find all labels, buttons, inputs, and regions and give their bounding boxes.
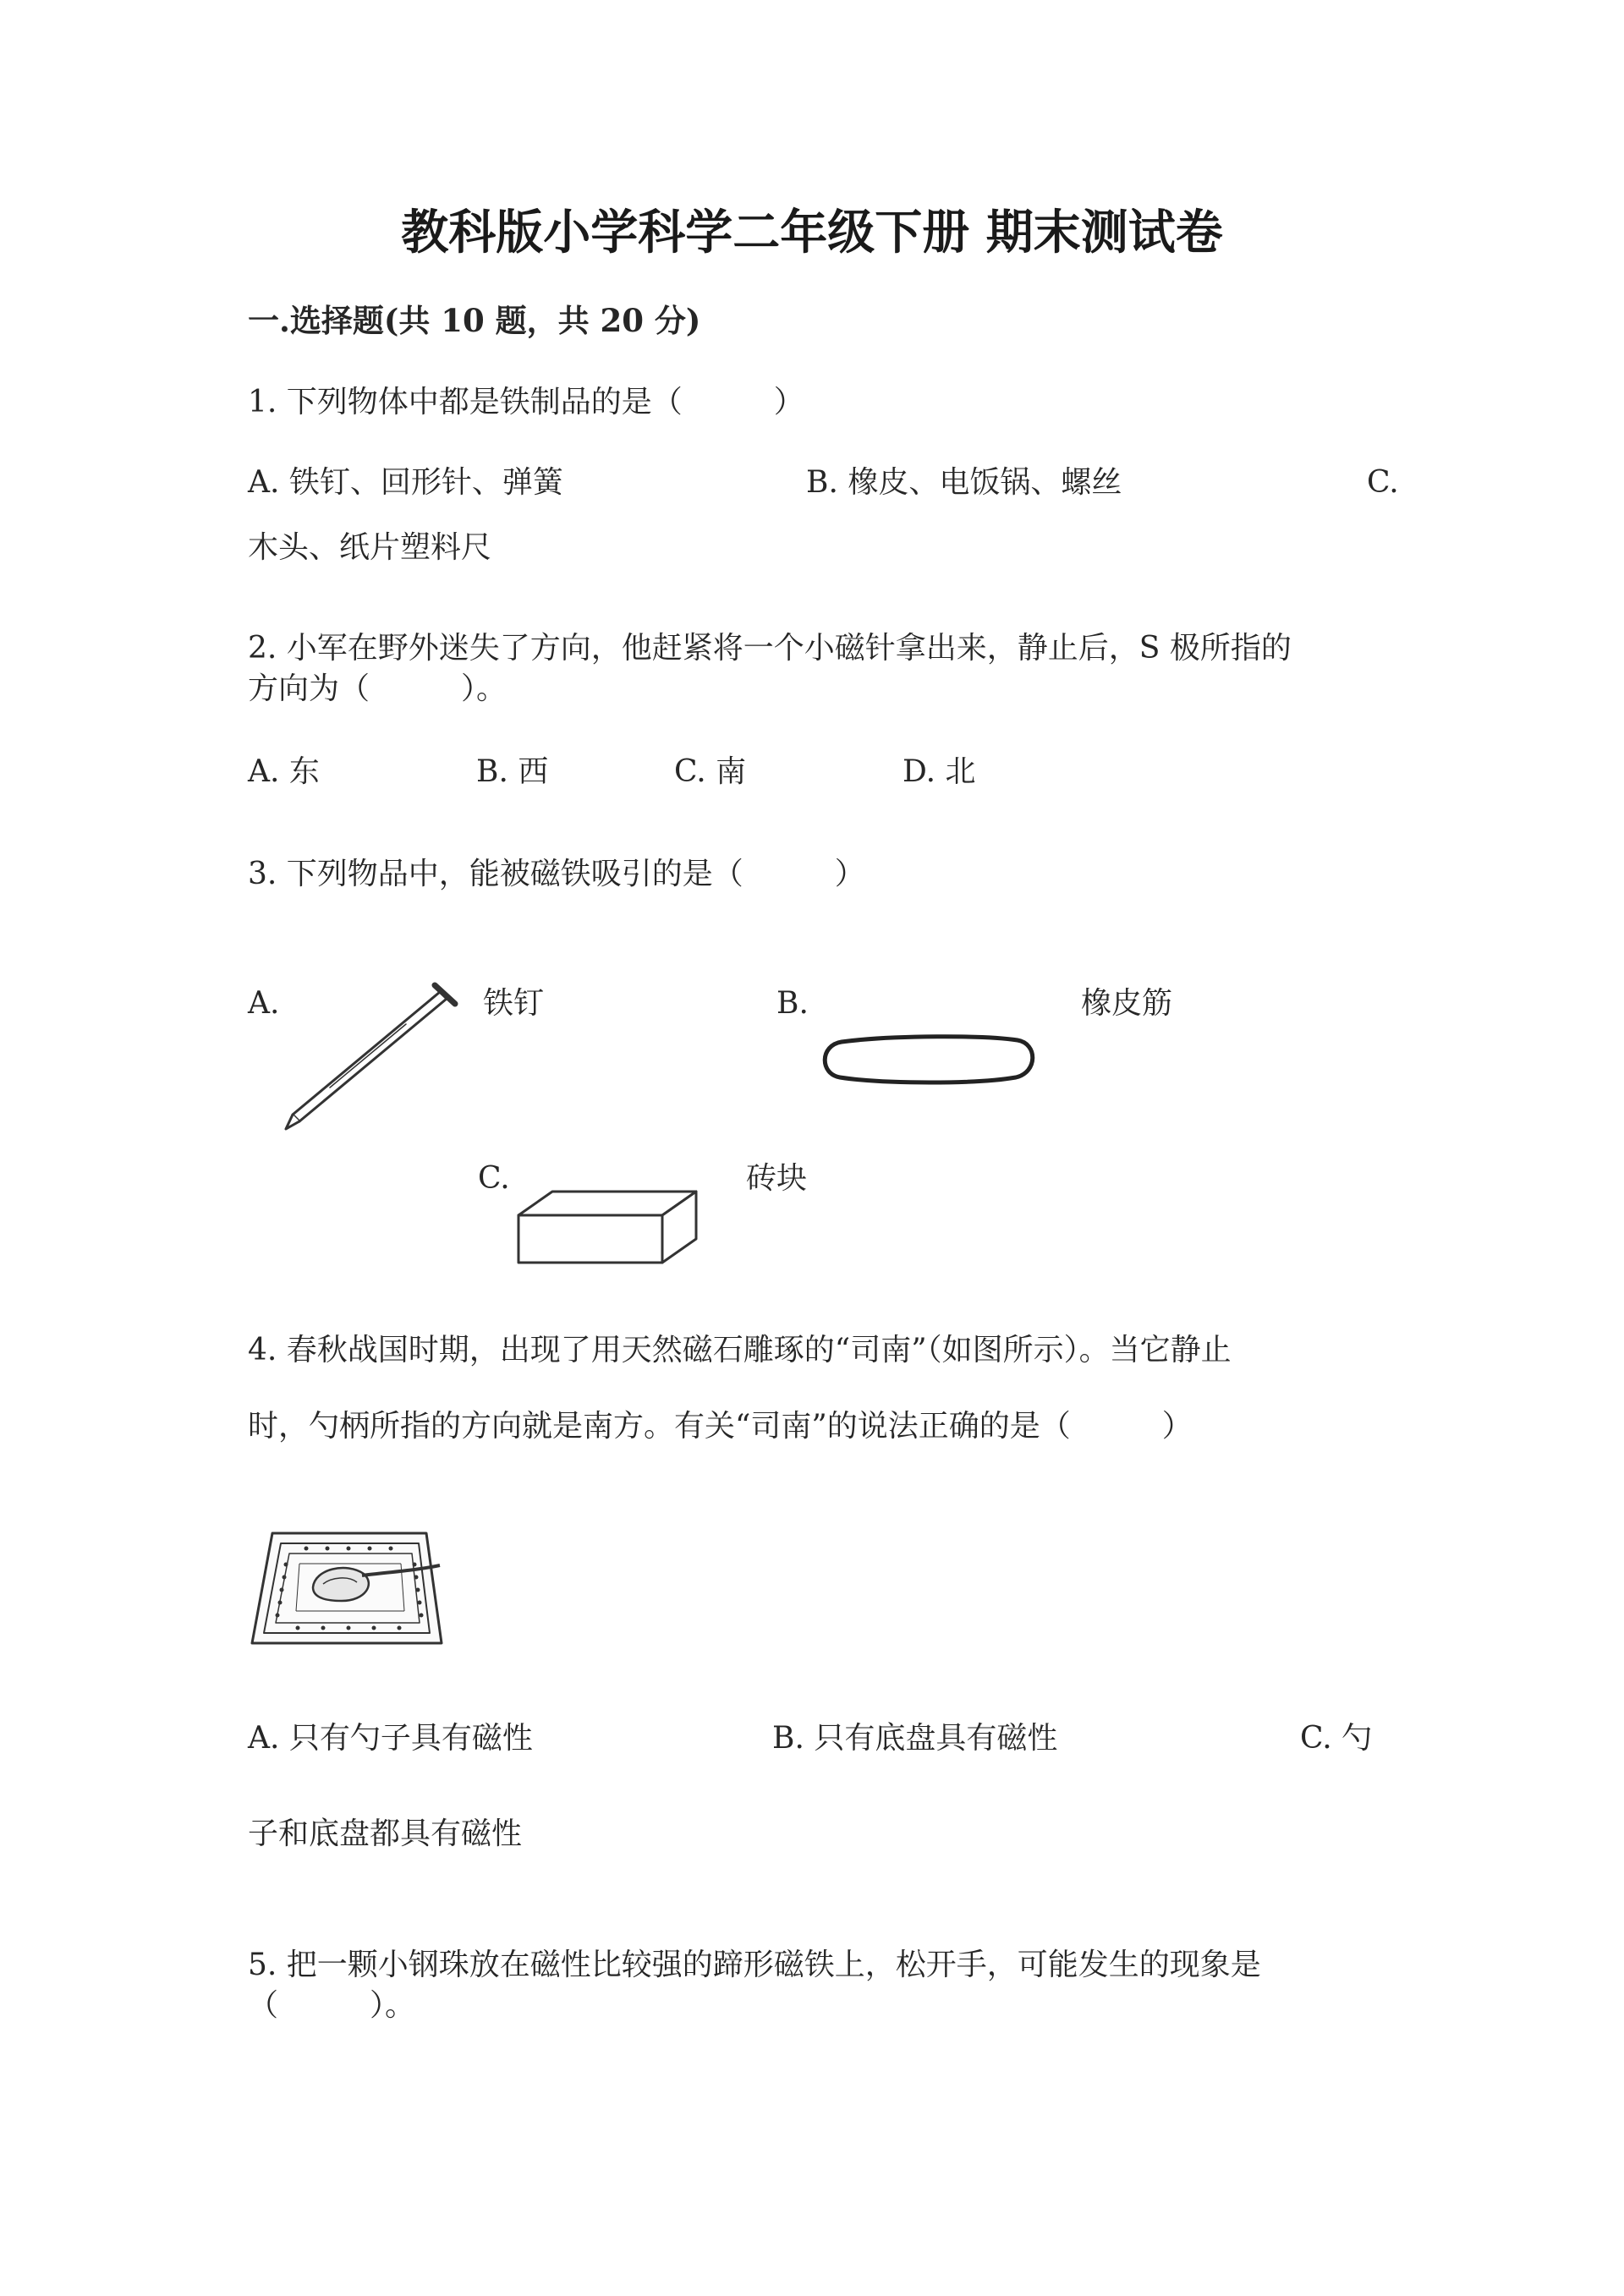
rubber-band-illustration: [816, 1032, 1040, 1087]
question-3-option-b-label: 橡皮筋: [1081, 986, 1173, 1021]
question-4-option-a: A. 只有勺子具有磁性: [248, 1721, 533, 1756]
question-3-stem: 3. 下列物品中，能被磁铁吸引的是（ ）: [248, 857, 865, 891]
question-3-option-c-label: 砖块: [746, 1161, 808, 1196]
question-4-stem-line-1: 4. 春秋战国时期，出现了用天然磁石雕琢的“司南”（如图所示）。当它静止: [248, 1333, 1232, 1367]
question-4-option-c: C. 勺: [1300, 1721, 1373, 1756]
question-4-stem-line-2: 时，勺柄所指的方向就是南方。有关“司南”的说法正确的是（ ）: [248, 1409, 1193, 1444]
question-2-stem-line-2: 方向为（ ）。: [248, 671, 508, 706]
question-2-option-c: C. 南: [674, 754, 747, 789]
question-2-option-a: A. 东: [248, 754, 320, 789]
question-1-option-a: A. 铁钉、回形针、弹簧: [248, 465, 563, 500]
question-2-option-b: B. 西: [476, 754, 549, 789]
page-title: 教科版小学科学二年级下册 期末测试卷: [401, 205, 1223, 260]
question-1-stem: 1. 下列物体中都是铁制品的是（ ）: [248, 385, 804, 419]
question-4-option-b: B. 只有底盘具有磁性: [772, 1721, 1058, 1756]
question-1-option-b: B. 橡皮、电饭锅、螺丝: [806, 465, 1122, 500]
question-3-option-a-label: 铁钉: [483, 986, 545, 1021]
question-3-option-b-letter: B.: [776, 986, 809, 1021]
nail-illustration: [279, 977, 457, 1133]
question-3-option-a-letter: A.: [248, 986, 280, 1021]
question-5-stem-line-2: （ ）。: [248, 1988, 416, 2023]
question-4-option-c-continued: 子和底盘都具有磁性: [248, 1817, 523, 1851]
question-5-stem-line-1: 5. 把一颗小钢珠放在磁性比较强的蹄形磁铁上，松开手，可能发生的现象是: [248, 1948, 1261, 1982]
sinan-compass-illustration: [247, 1526, 450, 1649]
question-2-option-d: D. 北: [903, 754, 976, 789]
question-1-option-c: C.: [1367, 465, 1399, 500]
question-1-option-c-continued: 木头、纸片塑料尺: [248, 530, 492, 565]
question-2-stem-line-1: 2. 小军在野外迷失了方向，他赶紧将一个小磁针拿出来，静止后，S 极所指的: [248, 631, 1292, 666]
brick-illustration: [512, 1180, 702, 1273]
section-heading: 一.选择题(共 10 题，共 20 分): [248, 302, 701, 339]
question-3-option-c-letter: C.: [478, 1161, 510, 1196]
